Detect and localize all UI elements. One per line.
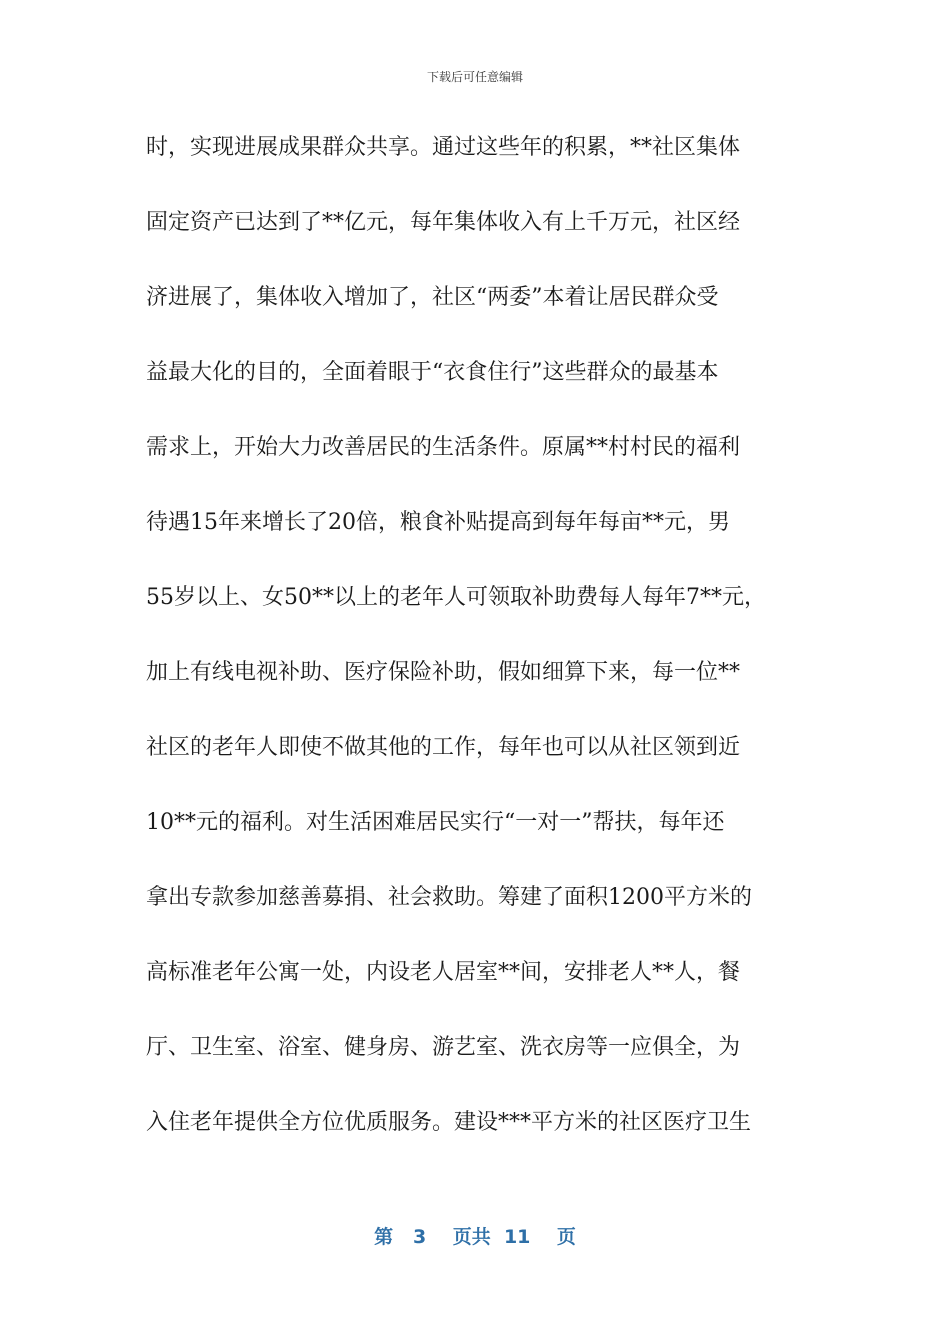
text-line: 入住老年提供全方位优质服务。建设***平方米的社区医疗卫生 bbox=[146, 1110, 752, 1135]
header-note: 下载后可任意编辑 bbox=[426, 70, 523, 84]
text-line: 时，实现进展成果群众共享。通过这些年的积累，**社区集体 bbox=[146, 135, 741, 160]
text-line: 需求上，开始大力改善居民的生活条件。原属**村村民的福利 bbox=[146, 435, 741, 460]
footer-prefix: 第 bbox=[374, 1226, 394, 1248]
text-line: 加上有线电视补助、医疗保险补助，假如细算下来，每一位** bbox=[146, 660, 741, 685]
text-line: 益最大化的目的，全面着眼于“衣食住行”这些群众的最基本 bbox=[146, 360, 719, 385]
text-line: 固定资产已达到了**亿元，每年集体收入有上千万元，社区经 bbox=[146, 210, 741, 235]
text-line: 高标准老年公寓一处，内设老人居室**间，安排老人**人，餐 bbox=[146, 960, 741, 985]
text-line: 厅、卫生室、浴室、健身房、游艺室、洗衣房等一应俱全，为 bbox=[146, 1035, 741, 1060]
page-number-footer bbox=[0, 1222, 950, 1249]
text-line: 社区的老年人即使不做其他的工作，每年也可以从社区领到近 bbox=[146, 735, 741, 760]
text-line: 55岁以上、女50**以上的老年人可领取补助费每人每年7**元， bbox=[146, 585, 766, 610]
text-line: 拿出专款参加慈善募捐、社会救助。筹建了面积1200平方米的 bbox=[146, 885, 752, 910]
total-pages-number: 11 bbox=[503, 1226, 531, 1248]
text-line: 待遇15年来增长了20倍，粮食补贴提高到每年每亩**元，男 bbox=[146, 510, 730, 535]
text-line: 济进展了，集体收入增加了，社区“两委”本着让居民群众受 bbox=[146, 285, 719, 310]
text-line: 10**元的福利。对生活困难居民实行“一对一”帮扶，每年还 bbox=[146, 810, 725, 835]
current-page-number: 3 bbox=[412, 1226, 427, 1248]
footer-middle: 页共 bbox=[452, 1226, 491, 1248]
document-body bbox=[146, 110, 806, 1160]
footer-suffix: 页 bbox=[556, 1226, 576, 1248]
